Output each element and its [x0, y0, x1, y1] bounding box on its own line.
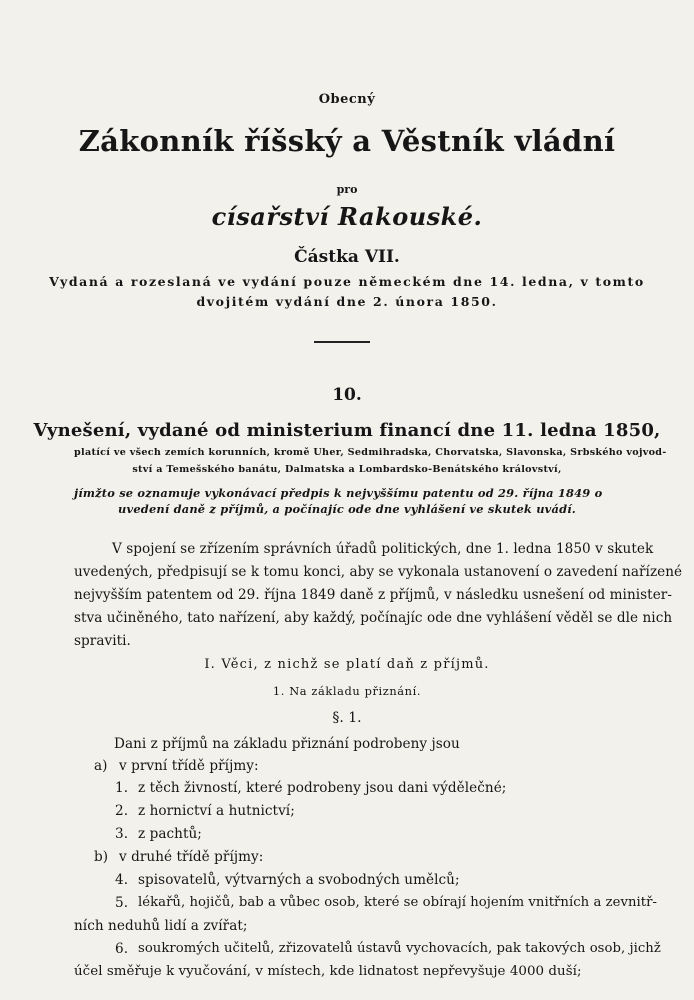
- section-heading: I. Věci, z nichž se platí daň z příjmů.: [204, 657, 490, 672]
- item-1-number: 1.: [115, 780, 129, 796]
- issue-line-1: Vydaná a rozeslaná ve vydání pouze německém dne 14. ledna, v tomto: [49, 274, 645, 289]
- header-pro: pro: [336, 183, 358, 196]
- item-4-number: 4.: [115, 872, 129, 888]
- item-b-label: b): [94, 849, 109, 865]
- divider-rule: [314, 341, 370, 343]
- issue-number: Částka VII.: [294, 247, 400, 267]
- decree-number: 10.: [332, 385, 362, 405]
- decree-scope-line-1: platící ve všech zemích korunních, kromě Uher, Sedmihradska, Chorvatska, Slavonska, Srbského vojvod-: [74, 447, 667, 458]
- decree-purpose-line-2: uvedení daně z příjmů, a počínajíc ode dne vyhlášení ve skutek uvádí.: [118, 502, 576, 516]
- item-6-continuation: účel směřuje k vyučování, v místech, kde lidnatost nepřevyšuje 4000 duší;: [74, 964, 582, 979]
- issue-line-2: dvojitém vydání dne 2. února 1850.: [196, 294, 498, 309]
- intro-line-2: uvedených, předpisují se k tomu konci, aby se vykonala ustanovení o zavedení nařízené: [74, 564, 683, 580]
- intro-line-3: nejvyšším patentem od 29. října 1849 daně z příjmů, v následku usnešení od minister-: [74, 587, 672, 603]
- item-3-text: z pachtů;: [138, 826, 202, 842]
- decree-scope-line-2: ství a Temešského banátu, Dalmatska a Lombardsko-Benátského království,: [132, 464, 562, 475]
- item-6-number: 6.: [115, 941, 129, 957]
- paragraph-mark: §. 1.: [332, 710, 362, 726]
- item-a-text: v první třídě příjmy:: [119, 758, 259, 774]
- item-1-text: z těch živností, které podrobeny jsou dani výdělečné;: [138, 780, 507, 796]
- decree-purpose-line-1: jímžto se oznamuje vykonávací předpis k nejvyššímu patentu od 29. října 1849 o: [74, 486, 603, 500]
- item-5-text: lékařů, hojičů, bab a vůbec osob, které se obírají hojením vnitřních a zevnitř-: [138, 895, 657, 910]
- section-subheading: 1. Na základu přiznání.: [272, 684, 422, 698]
- item-a-label: a): [94, 758, 108, 774]
- item-4-text: spisovatelů, výtvarných a svobodných umělců;: [138, 872, 460, 888]
- item-2-text: z hornictví a hutnictví;: [138, 803, 295, 819]
- intro-line-4: stva učiněného, tato nařízení, aby každý, počínajíc ode dne vyhlášení věděl se dle nich: [74, 610, 673, 626]
- intro-line-1: V spojení se zřízením správních úřadů politických, dne 1. ledna 1850 v skutek: [112, 541, 654, 557]
- item-6-text: soukromých učitelů, zřizovatelů ústavů vychovacích, pak takových osob, jichž: [138, 941, 661, 956]
- decree-title: Vynešení, vydané od ministerium financí dne 11. ledna 1850,: [33, 420, 661, 441]
- item-2-number: 2.: [115, 803, 129, 819]
- intro-line-5: spraviti.: [74, 633, 131, 649]
- header-subtitle: císařství Rakouské.: [211, 202, 483, 231]
- item-b-text: v druhé třídě příjmy:: [119, 849, 264, 865]
- header-kicker: Obecný: [318, 92, 376, 107]
- item-3-number: 3.: [115, 826, 129, 842]
- header-title: Zákonník říšský a Věstník vládní: [78, 124, 616, 158]
- items-lead: Dani z příjmů na základu přiznání podrobeny jsou: [114, 736, 460, 752]
- item-5-number: 5.: [115, 895, 129, 911]
- item-5-continuation: ních neduhů lidí a zvířat;: [74, 918, 248, 934]
